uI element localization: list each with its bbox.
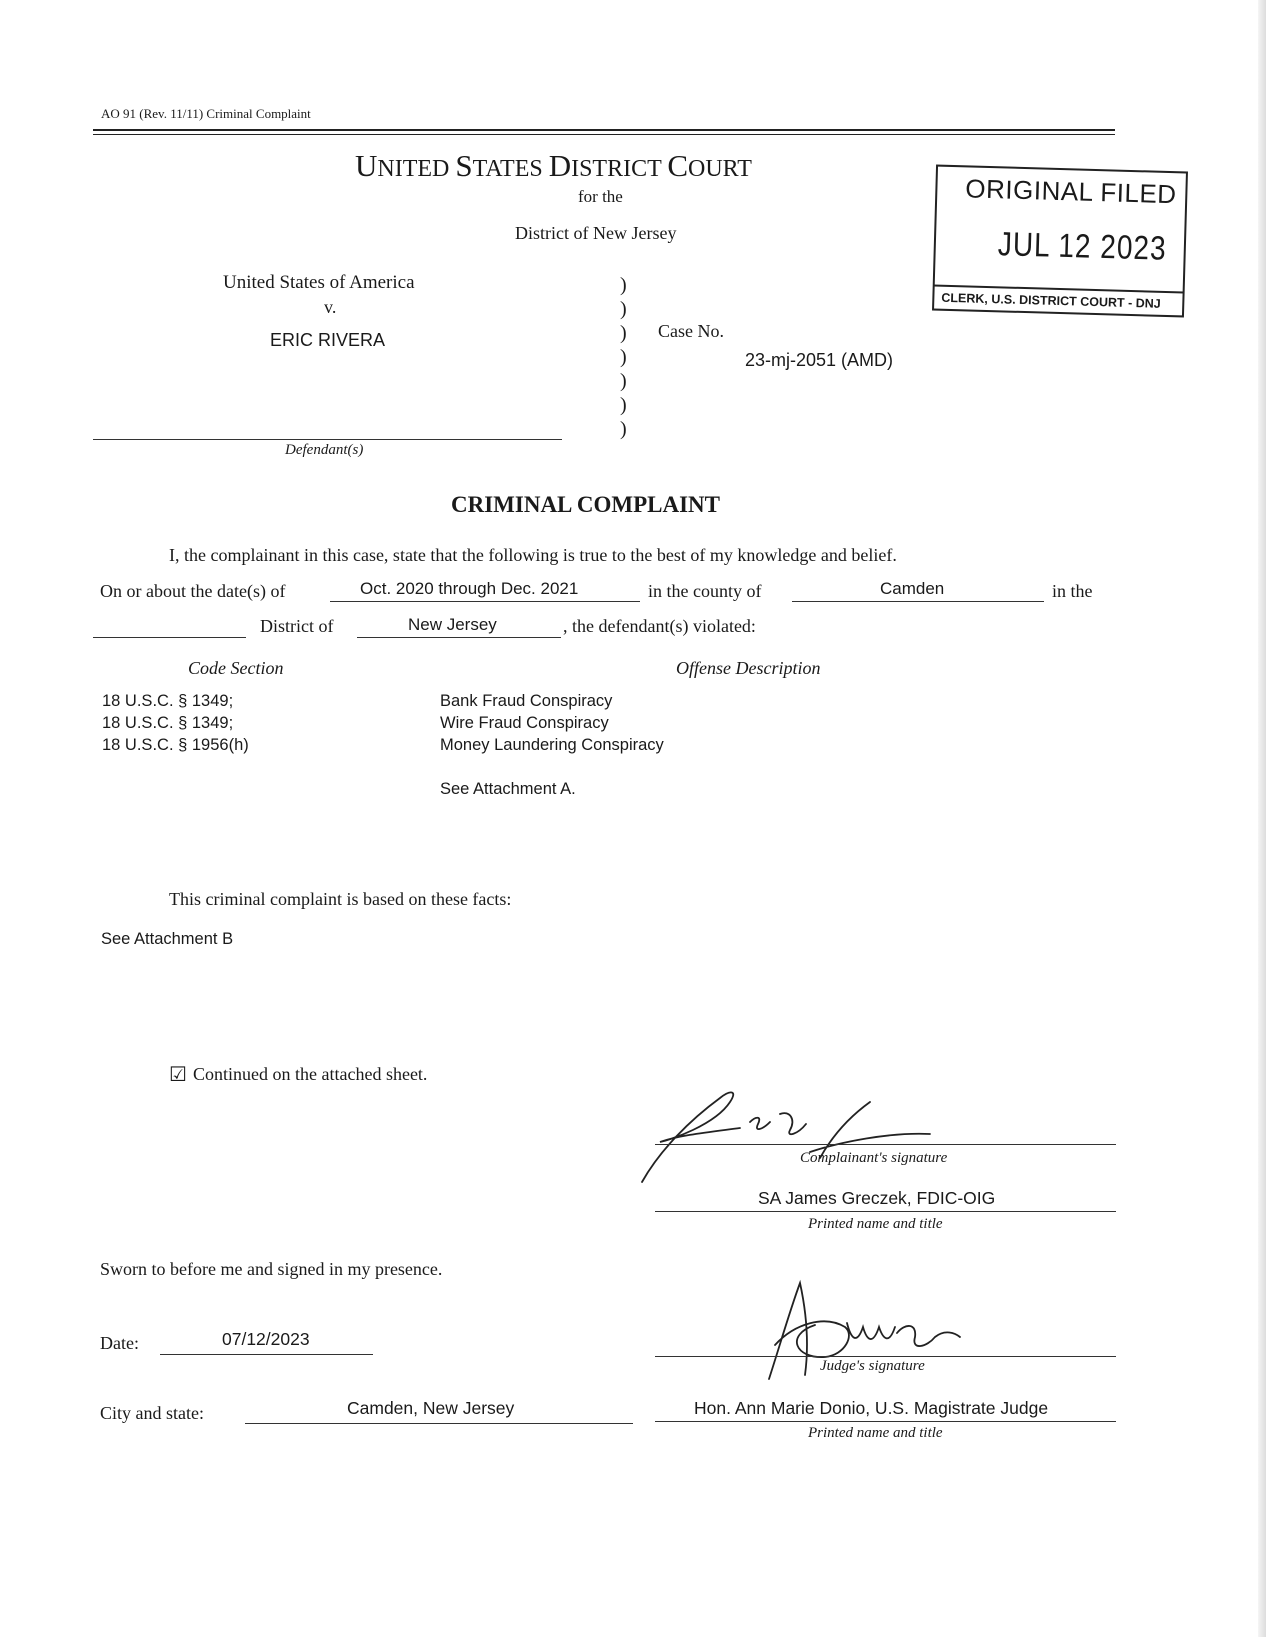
- county-line: [792, 601, 1044, 602]
- plaintiff: United States of America: [223, 272, 415, 293]
- offense-dates: Oct. 2020 through Dec. 2021: [360, 579, 579, 598]
- for-the: for the: [578, 187, 623, 206]
- complainant-signature: [630, 1080, 950, 1190]
- district-blank-line: [93, 637, 246, 638]
- complaint-title: CRIMINAL COMPLAINT: [451, 492, 720, 517]
- court-title-c: C: [667, 148, 689, 183]
- court-title-istrict: ISTRICT: [571, 156, 668, 182]
- sworn-text: Sworn to before me and signed in my presence.: [100, 1259, 443, 1279]
- date-line: [160, 1354, 373, 1355]
- offense-description-header: Offense Description: [676, 658, 821, 678]
- district-name: District of New Jersey: [515, 223, 677, 243]
- complaint-intro: I, the complainant in this case, state that the following is true to the best of my knowledge and belief.: [169, 545, 897, 565]
- header-rule-2: [93, 134, 1115, 135]
- complainant-name-label: Printed name and title: [808, 1216, 943, 1232]
- district-of-label: District of: [260, 616, 334, 636]
- caption-paren: ): [620, 370, 627, 392]
- case-no: 23-mj-2051 (AMD): [745, 350, 894, 370]
- court-title-d: D: [548, 148, 572, 183]
- case-no-label: Case No.: [658, 321, 724, 341]
- date-label: Date:: [100, 1333, 139, 1353]
- county: Camden: [880, 579, 945, 598]
- facts-intro: This criminal complaint is based on these facts:: [169, 889, 512, 909]
- violated-text: , the defendant(s) violated:: [563, 616, 756, 636]
- code-row-1: 18 U.S.C. § 1349;: [102, 692, 234, 710]
- desc-row-2: Wire Fraud Conspiracy: [440, 714, 609, 732]
- complainant-sig-label: Complainant's signature: [800, 1150, 948, 1166]
- county-prefix: in the county of: [648, 581, 762, 601]
- continued-text: Continued on the attached sheet.: [193, 1064, 428, 1084]
- defendant-name: ERIC RIVERA: [270, 330, 386, 350]
- versus: v.: [324, 297, 337, 317]
- header-rule: [93, 129, 1115, 131]
- complainant-sig-line: [655, 1144, 1116, 1145]
- judge-sig-line: [655, 1356, 1116, 1357]
- caption-paren: ): [620, 322, 627, 344]
- court-title-tates: TATES: [472, 156, 549, 182]
- court-title-u: U: [355, 148, 378, 183]
- stamp-date: JUL 12 2023: [997, 225, 1168, 267]
- stamp-clerk: CLERK, U.S. DISTRICT COURT - DNJ: [933, 284, 1184, 315]
- judge-sig-label: Judge's signature: [820, 1358, 925, 1374]
- city-line: [245, 1423, 633, 1424]
- code-section-header: Code Section: [188, 658, 284, 678]
- attachment-a: See Attachment A.: [440, 780, 576, 798]
- court-title: [355, 148, 752, 184]
- offense-district: New Jersey: [408, 615, 497, 634]
- filed-stamp: [932, 165, 1188, 318]
- caption-paren: ): [620, 298, 627, 320]
- court-title-ourt: OURT: [688, 156, 752, 182]
- desc-row-1: Bank Fraud Conspiracy: [440, 692, 613, 710]
- city-state: Camden, New Jersey: [347, 1398, 515, 1418]
- city-label: City and state:: [100, 1403, 204, 1423]
- stamp-line1: ORIGINAL FILED: [965, 173, 1177, 210]
- defendant-label: Defendant(s): [285, 442, 364, 458]
- caption-paren: ): [620, 394, 627, 416]
- in-the: in the: [1052, 581, 1093, 601]
- sworn-date: 07/12/2023: [222, 1329, 310, 1349]
- code-row-3: 18 U.S.C. § 1956(h): [102, 736, 249, 754]
- complainant-name-line: [655, 1211, 1116, 1212]
- scan-edge: [1258, 0, 1266, 1637]
- complainant-name: SA James Greczek, FDIC-OIG: [758, 1188, 996, 1208]
- attachment-b: See Attachment B: [101, 930, 234, 948]
- court-title-nited: NITED: [377, 156, 456, 182]
- date-prefix: On or about the date(s) of: [100, 581, 286, 601]
- desc-row-3: Money Laundering Conspiracy: [440, 736, 664, 754]
- court-title-s: S: [455, 148, 473, 183]
- code-row-2: 18 U.S.C. § 1349;: [102, 714, 234, 732]
- continued-checkbox[interactable]: ☑: [169, 1064, 187, 1086]
- judge-name: Hon. Ann Marie Donio, U.S. Magistrate Judge: [694, 1398, 1049, 1418]
- caption-paren: ): [620, 274, 627, 296]
- caption-paren: ): [620, 418, 627, 440]
- defendant-line: [93, 439, 562, 440]
- district-line: [357, 637, 561, 638]
- judge-name-label: Printed name and title: [808, 1425, 943, 1441]
- form-id: AO 91 (Rev. 11/11) Criminal Complaint: [101, 106, 311, 121]
- dates-line: [330, 601, 640, 602]
- judge-name-line: [655, 1421, 1116, 1422]
- caption-paren: ): [620, 346, 627, 368]
